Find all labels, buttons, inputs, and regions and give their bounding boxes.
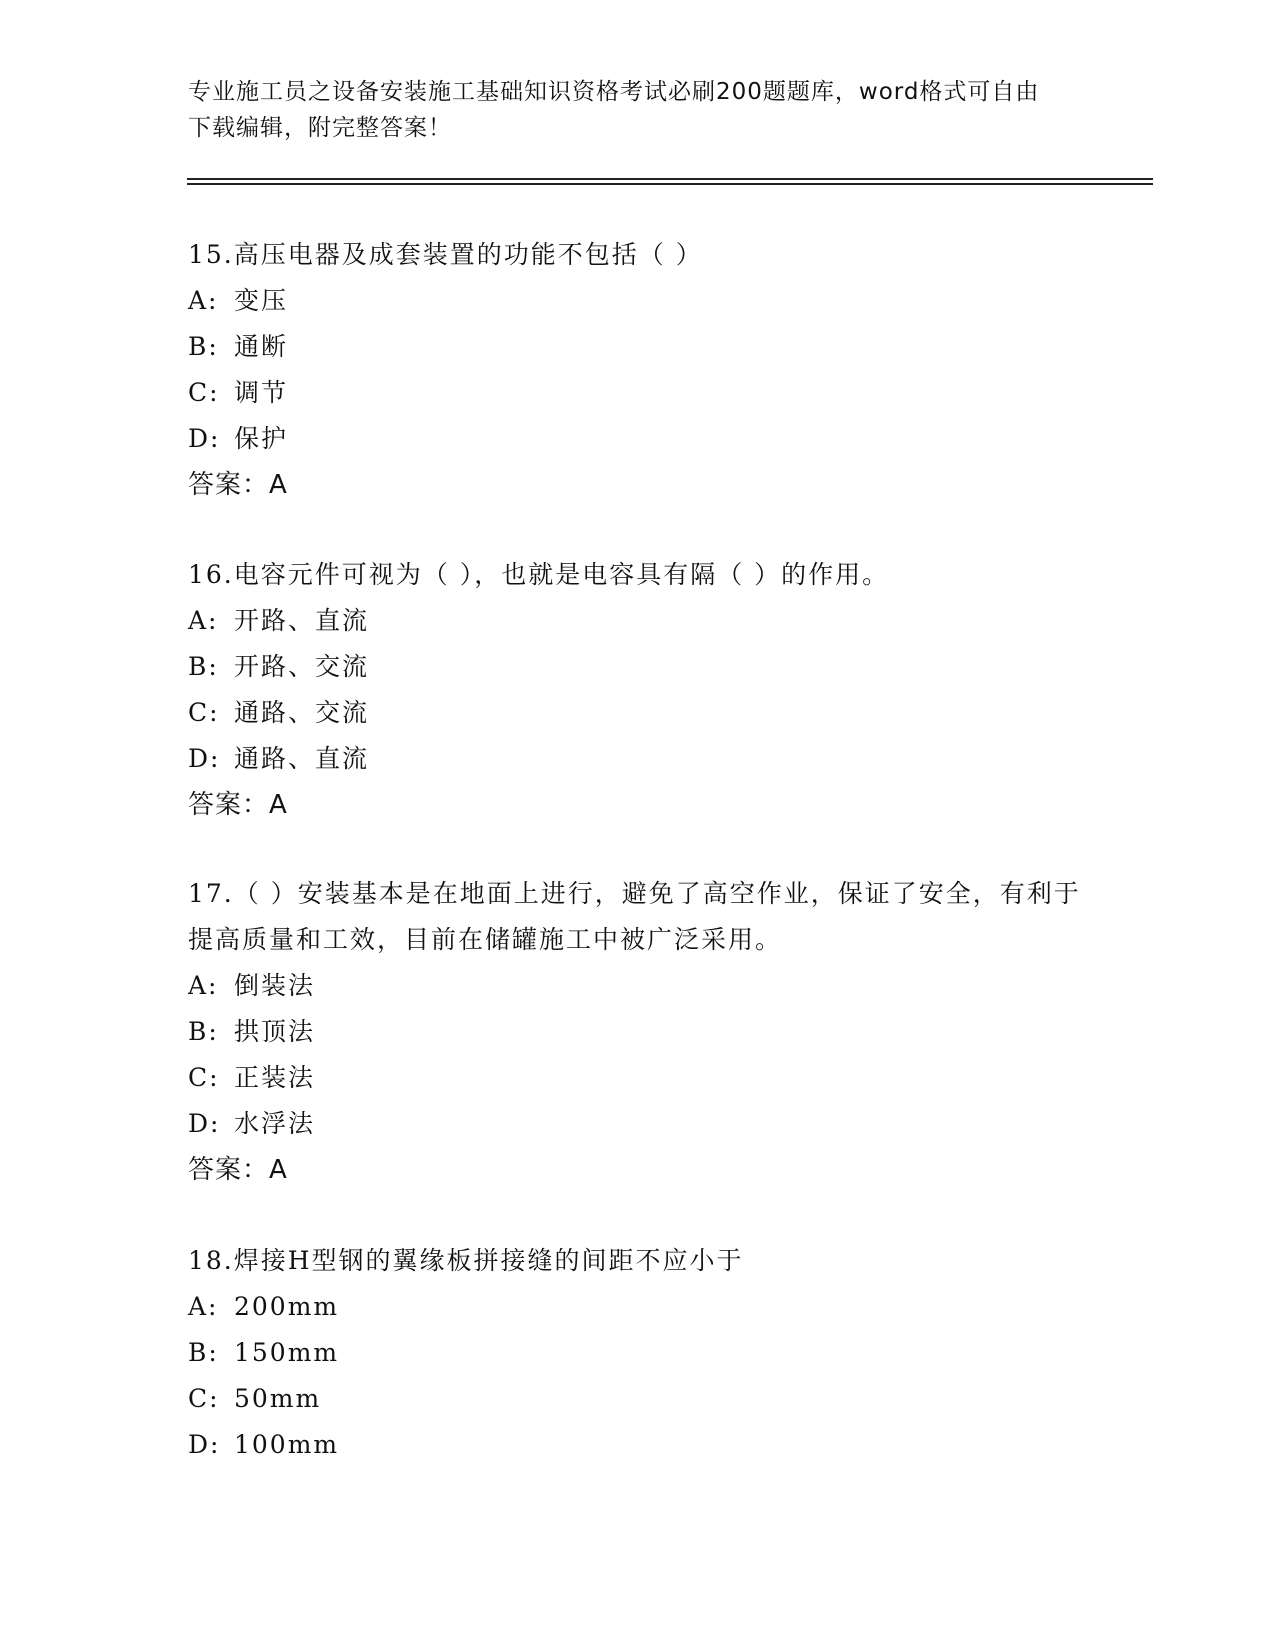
option-text: 100mm (234, 1430, 340, 1459)
option-text: 通断 (234, 332, 289, 361)
answer-text: 答案：A (188, 790, 288, 820)
option-letter: B: (188, 1338, 219, 1367)
question-title: 16.电容元件可视为（ ），也就是电容具有隔（ ）的作用。 (188, 560, 890, 589)
option-c (188, 1376, 1088, 1422)
option-letter: D: (188, 424, 221, 453)
option-letter: B: (188, 652, 219, 681)
option-text: 调节 (234, 378, 289, 407)
option-d (188, 1101, 1088, 1147)
option-text: 水浮法 (234, 1109, 316, 1138)
option-b (188, 324, 1088, 370)
option-d (188, 736, 1088, 782)
option-letter: D: (188, 744, 221, 773)
question-title: 17.（ ）安装基本是在地面上进行，避免了高空作业，保证了安全，有利于提高质量和工效，目前在储罐施工中被广泛采用。 (188, 879, 1081, 954)
option-letter: A: (188, 286, 219, 315)
option-letter: C: (188, 698, 220, 727)
option-a (188, 963, 1088, 1009)
header-line-2: 下载编辑，附完整答案！ (188, 115, 452, 141)
option-d (188, 1422, 1088, 1468)
option-text: 200mm (234, 1292, 340, 1321)
header-line-1: 专业施工员之设备安装施工基础知识资格考试必刷200题题库，word格式可自由 (188, 79, 1040, 105)
option-text: 通路、直流 (234, 744, 370, 773)
option-a (188, 1284, 1088, 1330)
option-text: 50mm (234, 1384, 322, 1413)
question-18 (188, 1238, 1088, 1468)
option-b (188, 1009, 1088, 1055)
option-letter: B: (188, 1017, 219, 1046)
option-text: 开路、直流 (234, 606, 370, 635)
option-text: 保护 (234, 424, 289, 453)
option-letter: C: (188, 378, 220, 407)
option-d (188, 416, 1088, 462)
option-letter: D: (188, 1109, 221, 1138)
question-title: 15.高压电器及成套装置的功能不包括（ ） (188, 240, 703, 269)
option-letter: D: (188, 1430, 221, 1459)
question-15 (188, 232, 1088, 508)
option-letter: C: (188, 1063, 220, 1092)
option-text: 倒装法 (234, 971, 316, 1000)
option-letter: C: (188, 1384, 220, 1413)
option-letter: A: (188, 1292, 219, 1321)
option-b (188, 1330, 1088, 1376)
option-b (188, 644, 1088, 690)
option-c (188, 690, 1088, 736)
question-17 (188, 871, 1088, 1193)
document-header (188, 74, 1088, 146)
option-text: 拱顶法 (234, 1017, 316, 1046)
option-c (188, 1055, 1088, 1101)
option-a (188, 278, 1088, 324)
header-divider-bottom (187, 183, 1153, 185)
option-text: 变压 (234, 286, 289, 315)
option-letter: A: (188, 606, 219, 635)
option-a (188, 598, 1088, 644)
header-divider-top (187, 178, 1153, 180)
option-c (188, 370, 1088, 416)
option-text: 正装法 (234, 1063, 316, 1092)
option-text: 通路、交流 (234, 698, 370, 727)
question-16 (188, 552, 1088, 828)
option-text: 150mm (234, 1338, 340, 1367)
option-letter: B: (188, 332, 219, 361)
answer-text: 答案：A (188, 1155, 288, 1185)
question-title: 18.焊接H型钢的翼缘板拼接缝的间距不应小于 (188, 1246, 744, 1275)
option-text: 开路、交流 (234, 652, 370, 681)
option-letter: A: (188, 971, 219, 1000)
answer-text: 答案：A (188, 470, 288, 500)
